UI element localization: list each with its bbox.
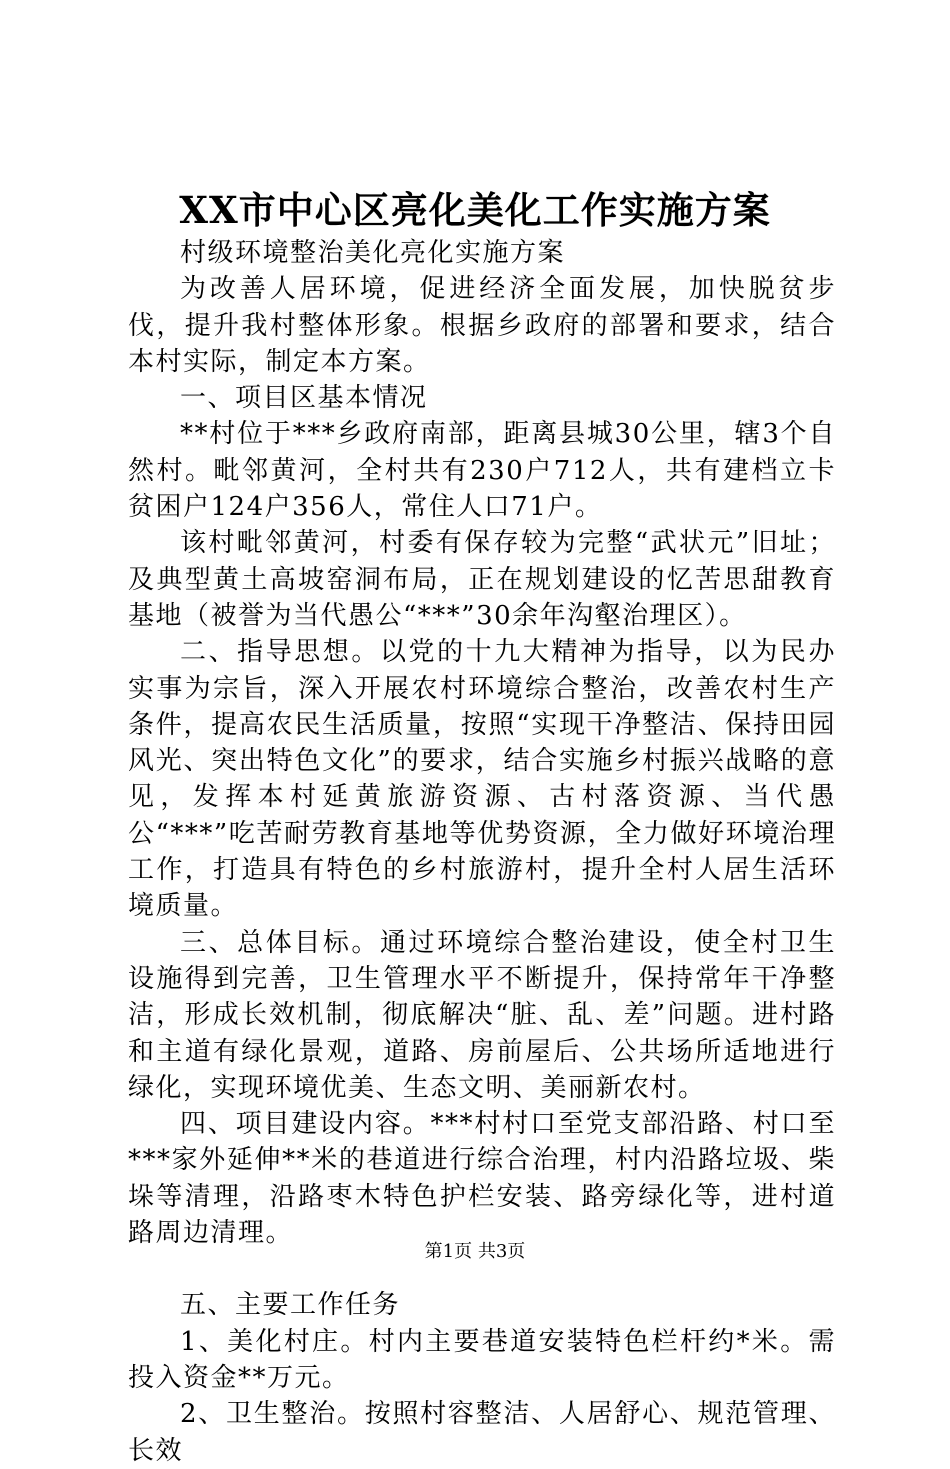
paragraph-intro: 为改善人居环境，促进经济全面发展，加快脱贫步伐，提升我村整体形象。根据乡政府的部署和要求，结合本村实际，制定本方案。 xyxy=(128,274,836,377)
paragraph-village-location: **村位于***乡政府南部，距离县城30公里，辖3个自然村。毗邻黄河，全村共有230户712人，共有建档立卡贫困户124户356人，常住人口71户。 xyxy=(128,419,836,523)
paragraph-task-sanitation: 2、卫生整治。按照村容整洁、人居舒心、规范管理、长效 xyxy=(128,1399,836,1466)
section-heading-main-tasks: 五、主要工作任务 xyxy=(180,1290,401,1321)
paragraph-task-beautify: 1、美化村庄。村内主要巷道安装特色栏杆约*米。需投入资金**万元。 xyxy=(128,1326,836,1393)
page-footer: 第1页 共3页 xyxy=(424,1241,526,1262)
paragraph-village-features: 该村毗邻黄河，村委有保存较为完整“武状元”旧址；及典型黄土高坡窑洞布局，正在规划建设的忆苦思甜教育基地（被誉为当代愚公“***”30余年沟壑治理区）。 xyxy=(128,528,836,631)
document-title: XX市中心区亮化美化工作实施方案 xyxy=(179,188,771,232)
paragraph-guiding-ideology: 二、指导思想。以党的十九大精神为指导，以为民办实事为宗旨，深入开展农村环境综合整治，改善农村生产条件，提高农民生活质量，按照“实现干净整洁、保持田园风光、突出特色文化”的要求，结合实施乡村振兴战略的意见，发挥本村延黄旅游资源、古村落资源、当代愚公“***”吃苦耐劳教育基地等优势资源，全力做好环境治理工作，打造具有特色的乡村旅游村，提升全村人居生活环境质量。 xyxy=(128,637,836,922)
paragraph-project-content: 四、项目建设内容。***村村口至党支部沿路、村口至***家外延伸**米的巷道进行综合治理，村内沿路垃圾、柴垛等清理，沿路枣木特色护栏安装、路旁绿化等，进村道路周边清理。 xyxy=(128,1109,836,1249)
section-heading-basic-info: 一、项目区基本情况 xyxy=(180,383,428,414)
paragraph-overall-goal: 三、总体目标。通过环境综合整治建设，使全村卫生设施得到完善，卫生管理水平不断提升，保持常年干净整洁，形成长效机制，彻底解决“脏、乱、差”问题。进村路和主道有绿化景观，道路、房前屋后、公共场所适地进行绿化，实现环境优美、生态文明、美丽新农村。 xyxy=(128,927,836,1103)
paragraph-subtitle: 村级环境整治美化亮化实施方案 xyxy=(180,238,566,268)
document-body xyxy=(128,235,836,1469)
